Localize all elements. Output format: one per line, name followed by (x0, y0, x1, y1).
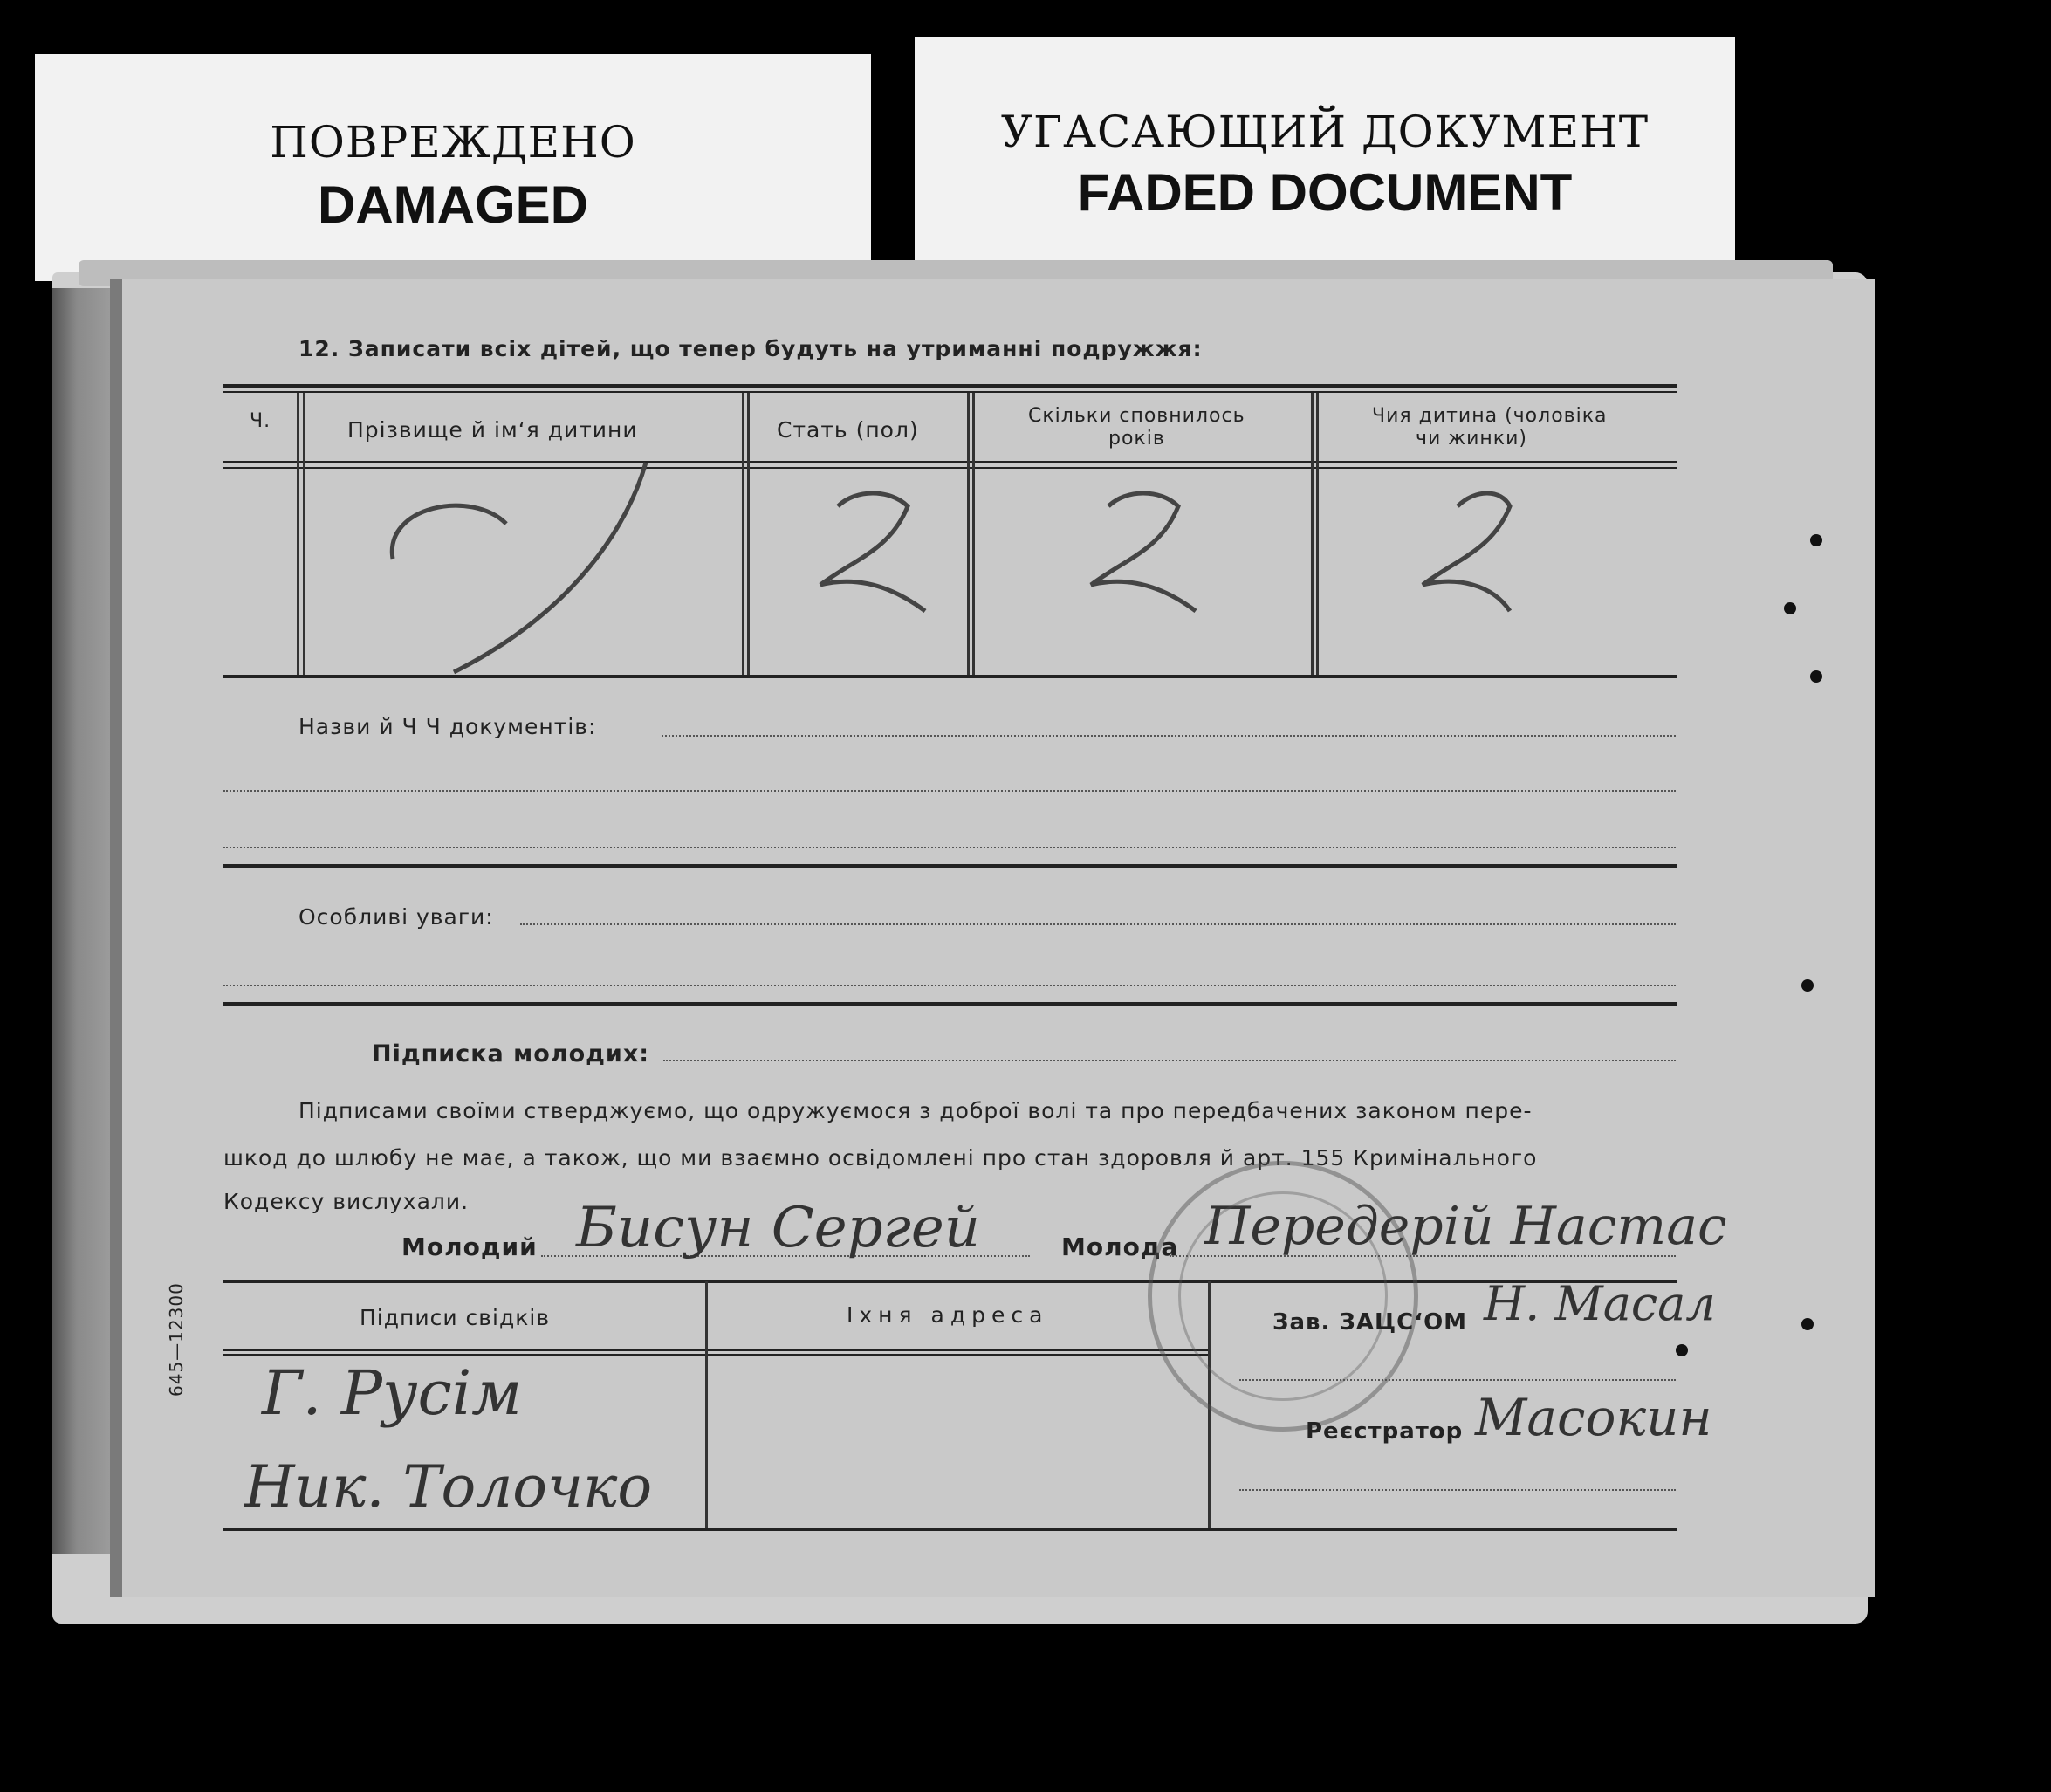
bride-name-handwriting: Передерій Настас (1204, 1196, 1727, 1257)
col-header-name: Прізвище й ім‘я дитини (347, 417, 638, 443)
declaration-line-1: Підписами своїми стверджуємо, що одружуємося з доброї волі та про передбачених законом пере- (298, 1098, 1533, 1123)
notes-label: Особливі уваги: (298, 904, 494, 930)
groom-name-handwriting: Бисун Сергей (576, 1196, 980, 1260)
witness-col-divider (705, 1281, 708, 1528)
faded-label-card (915, 37, 1735, 281)
table-col-divider (303, 393, 305, 675)
damaged-label-en: DAMAGED (318, 175, 588, 234)
table-top-rule-thin (223, 391, 1677, 393)
groom-label: Молодий (401, 1232, 538, 1261)
binding-hole (1810, 670, 1822, 683)
binding-hole (1801, 979, 1814, 992)
documents-label: Назви й Ч Ч документів: (298, 714, 597, 739)
head-label: Зав. ЗАЦС‘ОМ (1272, 1309, 1468, 1335)
documents-bottom-rule (223, 864, 1677, 868)
notes-line (223, 985, 1676, 986)
witness1-handwriting: Г. Русім (262, 1357, 523, 1429)
col-header-whose-1: Чия дитина (чоловіка (1372, 405, 1608, 427)
witness2-handwriting: Ник. Толочко (244, 1453, 653, 1521)
binding-hole (1676, 1344, 1688, 1356)
table-col-divider (297, 393, 299, 675)
section12-title: 12. Записати всіх дітей, що тепер будуть на утриманні подружжя: (298, 336, 1203, 361)
registrar-label: Реєстратор (1306, 1418, 1464, 1445)
signature-line (663, 1060, 1676, 1061)
registrar-line (1239, 1489, 1676, 1491)
damaged-label-ru: ПОВРЕЖДЕНО (270, 117, 636, 168)
documents-line (662, 735, 1676, 737)
binding-hole (1810, 534, 1822, 546)
witness-header-rule-thin (223, 1354, 1210, 1356)
bride-label: Молода (1061, 1232, 1179, 1261)
head-line (1239, 1379, 1676, 1381)
table-top-rule (223, 384, 1677, 388)
official-stamp (1148, 1161, 1418, 1432)
witness-header-rule (223, 1349, 1210, 1351)
declaration-line-2: шкод до шлюбу не має, а також, що ми взаємно освідомлені про стан здоровля й арт. 155 Кримінального (223, 1145, 1538, 1171)
col-header-age-1: Скільки сповнилось (1028, 405, 1245, 427)
binding-hole (1801, 1318, 1814, 1330)
witness-table-top-rule (223, 1280, 1677, 1283)
documents-line (223, 790, 1676, 792)
witness-table-bottom-rule (223, 1528, 1677, 1531)
declaration-line-3: Кодексу вислухали. (223, 1189, 470, 1214)
signature-heading: Підписка молодих: (372, 1040, 650, 1068)
faded-label-ru: УГАСАЮЩИЙ ДОКУМЕНТ (1000, 106, 1650, 157)
damaged-label-card (35, 54, 871, 281)
binding-hole (1784, 602, 1796, 614)
book-spine-edge (52, 288, 113, 1554)
notes-bottom-rule (223, 1002, 1677, 1006)
documents-line (223, 847, 1676, 848)
head-signature-handwriting: Н. Масал (1484, 1276, 1716, 1331)
col-header-sex: Стать (пол) (777, 417, 919, 443)
print-code: 645—12300 (166, 1282, 187, 1397)
witnesses-header: Підписи свідків (360, 1305, 551, 1330)
table-dash-marks (367, 454, 1545, 681)
address-header: Іхня адреса (847, 1302, 1049, 1328)
col-header-whose-2: чи жинки) (1416, 428, 1527, 450)
registrar-signature-handwriting: Масокин (1475, 1388, 1712, 1447)
faded-label-en: FADED DOCUMENT (1077, 163, 1573, 222)
col-header-num: Ч. (250, 410, 271, 432)
notes-line (520, 923, 1676, 925)
col-header-age-2: років (1108, 428, 1165, 450)
